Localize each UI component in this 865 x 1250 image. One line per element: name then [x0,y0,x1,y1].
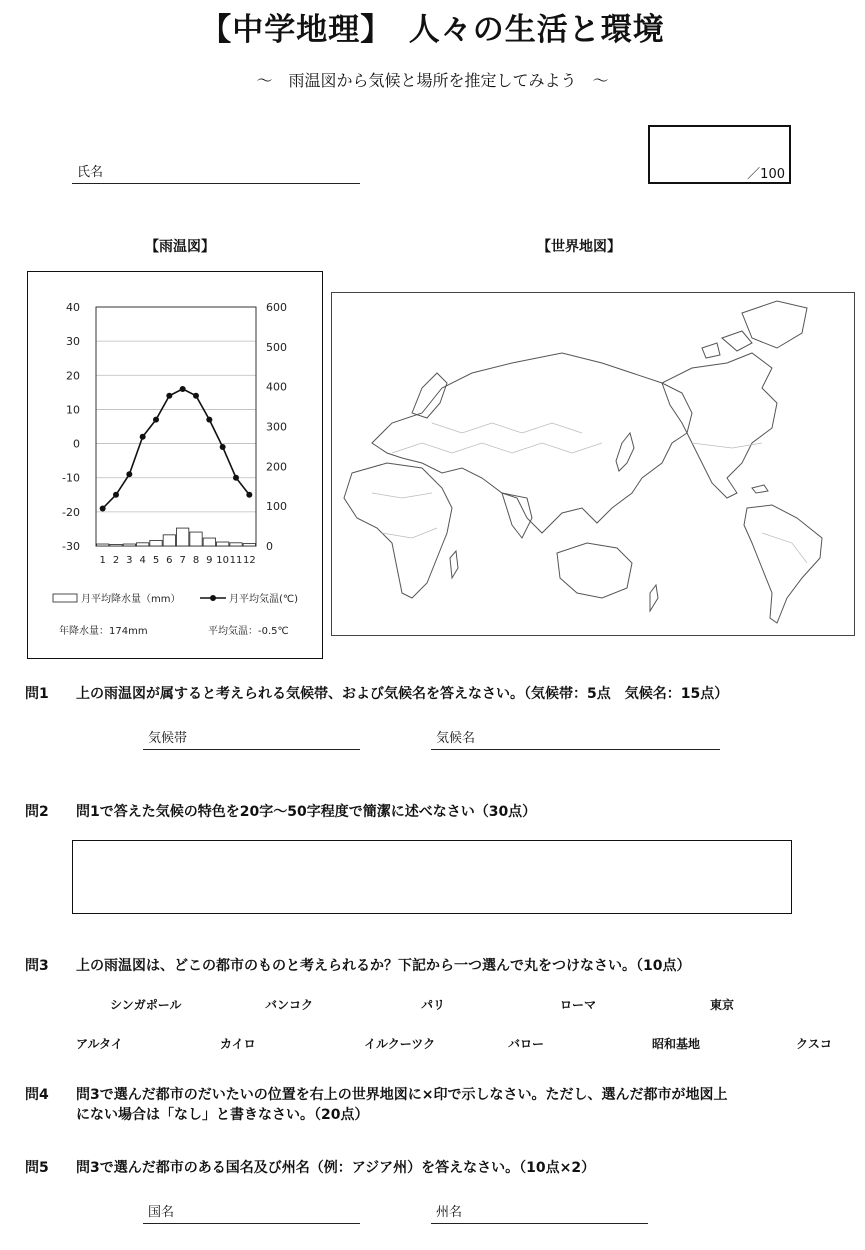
precip-bar [230,543,242,546]
australia-outline [557,543,632,598]
score-max-label: ／100 [747,167,785,182]
q5-text: 問3で選んだ都市のある国名及び州名（例：アジア州）を答えなさい。（10点×2） [76,1160,596,1176]
precip-bar [163,535,175,546]
world-map-panel[interactable] [331,292,855,636]
eurasia-outline [372,353,692,533]
y-left-tick-label: -30 [62,540,80,553]
arctic-islands-outline [702,331,752,358]
region-field[interactable] [431,1202,648,1224]
q1-number: 問1 [25,686,49,702]
x-tick-label: 8 [192,555,200,566]
x-tick-label: 7 [179,555,186,566]
x-tick-label: 2 [112,555,120,566]
climograph-heading: 【雨温図】 [145,239,215,255]
legend-line-marker [210,595,216,601]
temperature-point [153,417,159,423]
precip-bar [110,544,122,546]
score-box[interactable] [648,125,791,184]
precip-bar [203,538,215,546]
precip-bar [177,528,189,546]
temperature-point [206,417,212,423]
climate-zone-label: 気候帯 [148,731,188,746]
x-tick-label: 1 [99,555,106,566]
q1-text: 上の雨温図が属すると考えられる気候帯、および気候名を答えなさい。（気候帯：5点 気候名：15点） [76,686,729,702]
y-left-tick-label: 20 [66,369,80,383]
x-tick-label: 6 [166,555,173,566]
temperature-point [193,393,199,399]
country-borders [372,423,807,563]
y-right-tick-label: 0 [266,540,273,553]
plot-frame [96,307,256,546]
y-right-tick-label: 300 [266,420,287,434]
temperature-point [220,444,226,450]
y-left-tick-label: 40 [66,301,80,314]
city-option[interactable]: 昭和基地 [652,1037,701,1051]
climograph-chart [28,272,322,658]
y-left-tick-label: 30 [66,335,80,349]
climate-name-field[interactable] [431,728,720,750]
climograph-panel [27,271,323,659]
city-option[interactable]: ローマ [560,998,597,1012]
y-left-tick-label: 10 [66,403,80,417]
q3-number: 問3 [25,958,49,974]
y-right-tick-label: 100 [266,500,287,514]
name-field[interactable] [72,162,360,184]
temperature-point [140,434,146,440]
precip-bar [243,544,255,546]
south-america-outline [744,505,822,623]
city-option[interactable]: パリ [421,998,446,1012]
caribbean-outline [752,485,768,493]
city-option[interactable]: イルクーツク [364,1037,436,1051]
q3-text: 上の雨温図は、どこの都市のものと考えられるか？下記から一つ選んで丸をつけなさい。（10点） [76,958,691,974]
legend-temp-label: 月平均気温(℃) [229,594,299,605]
city-option[interactable]: クスコ [796,1037,832,1051]
japan-outline [616,433,634,471]
x-tick-label: 9 [206,555,213,566]
y-right-tick-label: 600 [266,301,287,314]
precip-bar [190,532,202,546]
climate-name-label: 気候名 [436,731,476,746]
temperature-point [246,492,252,498]
y-right-tick-label: 200 [266,460,287,474]
climate-zone-field[interactable] [143,728,360,750]
mean-temp-label: 平均気温：-0.5℃ [208,626,289,637]
city-option[interactable]: バロー [508,1037,545,1051]
madagascar-outline [450,551,458,578]
q5-number: 問5 [25,1160,49,1176]
precip-bar [97,544,109,546]
precip-bar [137,543,149,546]
legend-bar-swatch [53,594,77,602]
y-left-tick-label: 0 [73,437,80,451]
page-title: 【中学地理】 人々の生活と環境 [200,12,665,48]
temperature-point [166,393,172,399]
world-map-heading: 【世界地図】 [537,239,621,255]
city-option[interactable]: アルタイ [76,1037,123,1051]
temperature-line [103,389,250,509]
q4-text-line2: にない場合は「なし」と書きなさい。（20点） [76,1107,369,1123]
y-right-tick-label: 500 [266,340,287,354]
precip-bar [123,544,135,546]
new-zealand-outline [650,585,658,611]
q2-number: 問2 [25,804,49,820]
temperature-point [233,475,239,481]
country-field[interactable] [143,1202,360,1224]
scandinavia-outline [412,373,447,418]
page-subtitle: ～ 雨温図から気候と場所を推定してみよう ～ [256,71,609,90]
city-option[interactable]: カイロ [220,1037,256,1051]
temperature-point [126,471,132,477]
precip-bar [150,540,162,546]
x-tick-label: 3 [126,555,133,566]
india-outline [502,493,532,538]
q4-number: 問4 [25,1087,49,1103]
temperature-point [100,505,106,511]
x-tick-label: 5 [152,555,160,566]
precip-bar [217,542,229,546]
city-option[interactable]: シンガポール [110,998,182,1012]
q2-text: 問1で答えた気候の特色を20字～50字程度で簡潔に述べなさい（30点） [76,804,537,820]
world-map[interactable] [332,293,854,635]
x-tick-label: 11 [229,555,243,566]
africa-outline [344,463,452,598]
x-tick-label: 4 [139,555,146,566]
x-tick-label: 12 [242,555,256,566]
north-america-outline [662,353,777,498]
country-label: 国名 [148,1205,175,1220]
y-left-tick-label: -10 [62,471,80,485]
q4-text-line1: 問3で選んだ都市のだいたいの位置を右上の世界地図に×印で示しなさい。ただし、選んだ都市が地図上 [76,1087,728,1103]
greenland-outline [742,301,807,348]
q2-answer-box[interactable] [72,840,792,914]
y-left-tick-label: -20 [62,505,80,519]
temperature-point [113,492,119,498]
annual-precip-label: 年降水量：174mm [59,626,148,637]
temperature-point [180,386,186,392]
legend-precip-label: 月平均降水量（mm） [81,594,181,605]
name-label: 氏名 [77,165,104,180]
city-option[interactable]: バンコク [265,998,314,1012]
x-tick-label: 10 [216,555,230,566]
y-right-tick-label: 400 [266,380,287,394]
region-label: 州名 [436,1205,463,1220]
city-option[interactable]: 東京 [710,998,735,1012]
